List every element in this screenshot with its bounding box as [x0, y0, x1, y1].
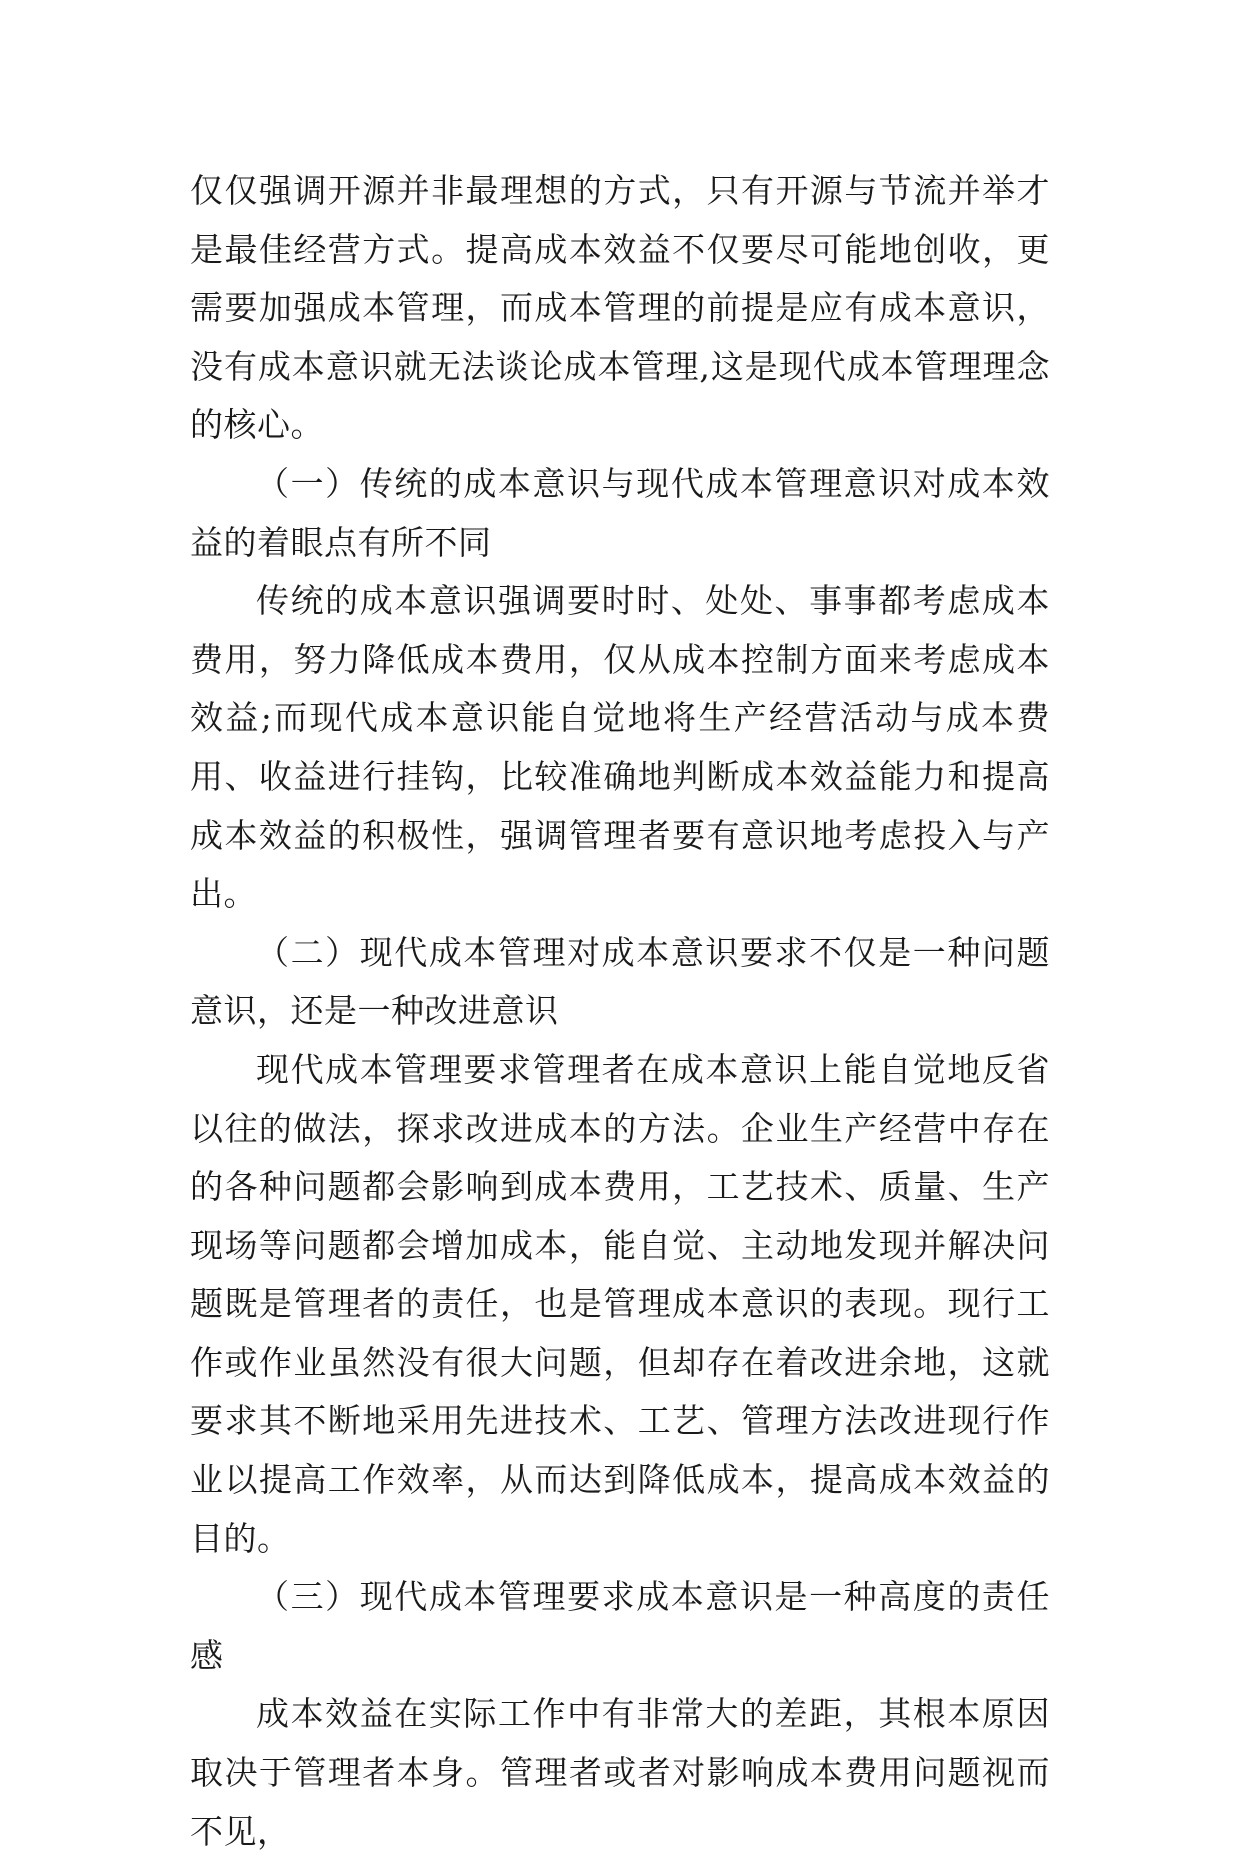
- section-heading-3: （三）现代成本管理要求成本意识是一种高度的责任感: [190, 1577, 1050, 1675]
- body-text: [190, 162, 1050, 1861]
- paragraph-traditional-cost-awareness: 传统的成本意识强调要时时、处处、事事都考虑成本费用，努力降低成本费用，仅从成本控制方面来考虑成本效益;而现代成本意识能自觉地将生产经营活动与成本费用、收益进行挂钩，比较准确地判断成本效益能力和提高成本效益的积极性，强调管理者要有意识地考虑投入与产出。: [190, 581, 1050, 914]
- paragraph-continuation: 仅仅强调开源并非最理想的方式，只有开源与节流并举才是最佳经营方式。提高成本效益不仅要尽可能地创收，更需要加强成本管理，而成本管理的前提是应有成本意识，没有成本意识就无法谈论成本管理,这是现代成本管理理念的核心。: [190, 171, 1050, 445]
- paragraph-responsibility: 成本效益在实际工作中有非常大的差距，其根本原因取决于管理者本身。管理者或者对影响成本费用问题视而不见，: [190, 1694, 1050, 1851]
- section-heading-2: （二）现代成本管理对成本意识要求不仅是一种问题意识，还是一种改进意识: [190, 932, 1050, 1031]
- paragraph-improvement-awareness: 现代成本管理要求管理者在成本意识上能自觉地反省以往的做法，探求改进成本的方法。企业生产经营中存在的各种问题都会影响到成本费用，工艺技术、质量、生产现场等问题都会增加成本，能自觉、主动地发现并解决问题既是管理者的责任，也是管理成本意识的表现。现行工作或作业虽然没有很大问题，但却存在着改进余地，这就要求其不断地采用先进技术、工艺、管理方法改进现行作业以提高工作效率，从而达到降低成本，提高成本效益的目的。: [190, 1049, 1050, 1558]
- section-heading-1: （一）传统的成本意识与现代成本管理意识对成本效益的着眼点有所不同: [190, 463, 1050, 562]
